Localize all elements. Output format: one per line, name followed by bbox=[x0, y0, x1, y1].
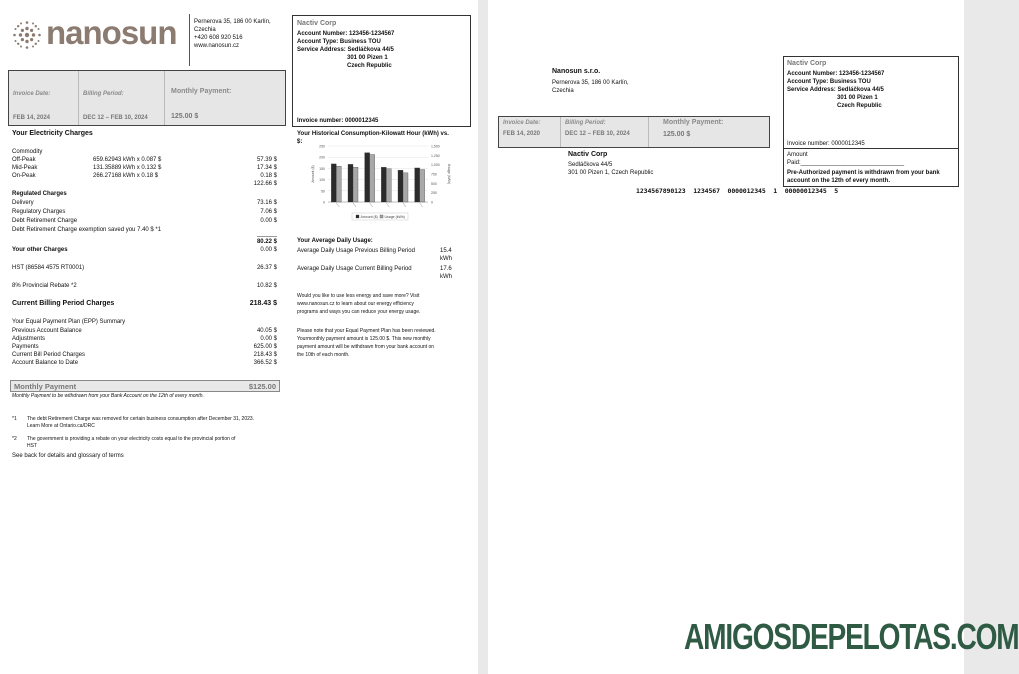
daily-usage-title: Your Average Daily Usage: bbox=[297, 238, 373, 244]
bar bbox=[415, 168, 420, 202]
y2-tick-label: 1,500 bbox=[431, 144, 440, 149]
see-back-note: See back for details and glossary of terms bbox=[12, 453, 124, 459]
y2-tick-label: 1,250 bbox=[431, 153, 440, 158]
y2-tick-label: 750 bbox=[431, 172, 437, 177]
consumption-title: Your Historical Consumption-Kilowatt Hour (kWh) vs. $: bbox=[297, 131, 449, 145]
y-tick-label: 100 bbox=[319, 178, 325, 183]
amount-label: Amount bbox=[787, 152, 808, 158]
billing-period: DEC 12 – FEB 10, 2024 bbox=[83, 115, 148, 121]
y2-tick-label: 1,000 bbox=[431, 163, 440, 168]
bar bbox=[348, 164, 353, 202]
y2-tick-label: 250 bbox=[431, 191, 437, 196]
invoice-front-page: nanosun Pernerova 35, 186 00 Karlín, Czechia +420 608 920 516 www.nanosun.cz Nactiv Corp Account Number: 123456-1234567 Account Type: Business TOU Service Address: Sedláčkova 44/5 301 00 Pizen 1 Czech Republic Invoice number: 0000012345 Invoice Date: FEB 14, 2024 Billing Period: DEC 12 – FEB 10, 2024 Monthly Payment: 125.00 $ Your Electricity Charges Commodity Off-Peak 659.62943 kWh x 0.087 $ 57.39 $ Mid-Peak 131.35889 kWh x 0.132 $ 17.34 $ On-Peak 266.27168 kWh x 0.18 $ 0.18 $ 122.66 $ Regulated Charges Delivery 73.16 $ Regulatory Charges 7.06 $ Debt Retirement Charge 0.00 $ Debt Retirement Charge exemption saved you 7.40 $ *1 80.22 $ Your other Charges 0.00 $ HST (86584 4575 RT0001) 26.37 $ 8% Provincial Rebate *2 10.82 $ Current Billing Period Charges 218.43 $ Your Equal Payment Plan (EPP) Summary Previous Account Balance 40.05 $ Adjustments 0.00 $ Payments 625.00 $ Current Bill Period Charges 218.43 $ Account Balance to Date 366.52 $ Monthly Payment $125.00 Monthly Payment to be withdrawn from your Bank Account on the 12th of every month. *1 The debt Retirement Charge was removed for certain business consumption after December 31, 2023. Learn More at Ontario.ca/DRC *2 The government is providing a rebate on your electricity costs equal to the provincial portion of HST See back for details and glossary of terms Your Historical Consumption-Kilowatt Hour (kWh) vs. $: 0 50 100 150 200 250 0 250 500 750 1,000 1,250 1,500 Amount ($) Usage (kWh) Amount ($) Usage (kWh) Your Average Daily Usage: Average Daily Usage Previous Billing Period 15.4 kWh Average Daily Usage Current Billing Period 17.6 kWh Would you like to use less energy and save more? Visit www.nanosun.cz to learn about our energy efficiency programs and ways you can reduce your energy usage. Please note that your Equal Payment Plan has been reviewed. Yourmonthly payment amount is 125.00 $. This new monthly payment amount will be withdrawn from your bank account on the 10th of each month. bbox=[0, 0, 478, 674]
barcode-line: 1234567890123 1234567 0000012345 1 00000012345 5 bbox=[636, 187, 839, 195]
y2-tick-label: 0 bbox=[431, 200, 433, 205]
commodity-label: Commodity bbox=[12, 149, 43, 155]
company-address: Pernerova 35, 186 00 Karlín, Czechia +420 608 920 516 www.nanosun.cz bbox=[194, 19, 271, 49]
regulated-label: Regulated Charges bbox=[12, 191, 67, 197]
amount-paid-field[interactable]: Paid:_______________________________ bbox=[787, 160, 905, 166]
y-tick-label: 250 bbox=[319, 144, 325, 149]
y2-tick-label: 500 bbox=[431, 181, 437, 186]
remit-address: Sedláčkova 44/5 301 00 Pizen 1, Czech Republic bbox=[568, 162, 654, 176]
sender-name: Nanosun s.r.o. bbox=[552, 68, 601, 75]
bar bbox=[336, 166, 341, 202]
invoice-number: Invoice number: 0000012345 bbox=[297, 118, 379, 124]
x-tick-mark bbox=[386, 203, 389, 207]
bar bbox=[331, 164, 336, 202]
legend-swatch bbox=[380, 215, 383, 218]
x-tick-mark bbox=[370, 203, 373, 207]
amount-paid-box bbox=[783, 149, 959, 187]
remit-address-name: Nactiv Corp bbox=[568, 151, 608, 158]
y-tick-label: 200 bbox=[319, 155, 325, 160]
sender-address: Pernerova 35, 186 00 Karlín, Czechia bbox=[552, 80, 629, 94]
customer-details: Account Number: 123456-1234567 Account Type: Business TOU Service Address: Sedláčkova 44/5 301 00 Pizen 1 Czech Republic bbox=[297, 31, 395, 69]
footnote: *1 bbox=[12, 416, 17, 422]
bar bbox=[386, 169, 391, 202]
consumption-chart bbox=[304, 140, 454, 228]
remit-summary-header: Invoice Date: FEB 14, 2020 Billing Period: DEC 12 – FEB 10, 2024 Monthly Payment: 125.00 $ bbox=[498, 116, 770, 148]
x-tick-mark bbox=[403, 203, 406, 207]
preauth-note: Pre-Authorized payment is withdrawn from your bank account on the 12th of every month. bbox=[787, 170, 940, 184]
legend-label: Amount ($) bbox=[360, 215, 378, 219]
customer-name: Nactiv Corp bbox=[297, 20, 337, 27]
monthly-payment-note: Monthly Payment to be withdrawn from your Bank Account on the 12th of every month. bbox=[12, 393, 204, 399]
x-tick-mark bbox=[420, 203, 423, 207]
bar bbox=[353, 167, 358, 202]
company-logo-text: nanosun bbox=[46, 14, 177, 51]
invoice-date: FEB 14, 2024 bbox=[13, 115, 51, 121]
bar bbox=[398, 170, 403, 202]
monthly-payment-bar-amount: $125.00 bbox=[248, 382, 276, 391]
monthly-payment-bar-label: Monthly Payment bbox=[14, 382, 77, 391]
invoice-date-label: Invoice Date: bbox=[13, 91, 51, 97]
sun-logo-icon bbox=[10, 18, 44, 52]
daily-prev-value: 15.4 kWh bbox=[440, 248, 452, 262]
remit-customer-box: Nactiv Corp Account Number: 123456-1234567 Account Type: Business TOU Service Address: Sedláčkova 44/5 301 00 Pizen 1 Czech Republic Invoice number: 0000012345 bbox=[783, 56, 959, 149]
watermark-text: AMIGOSDEPELOTAS.COM bbox=[684, 616, 1019, 657]
exemption-note: Debt Retirement Charge exemption saved you 7.40 $ *1 bbox=[12, 227, 162, 233]
y2-axis-label: Usage (kWh) bbox=[447, 163, 451, 185]
epp-title: Your Equal Payment Plan (EPP) Summary bbox=[12, 319, 126, 325]
x-tick-mark bbox=[353, 203, 356, 207]
bar bbox=[420, 170, 425, 202]
x-tick-mark bbox=[336, 203, 339, 207]
remit-monthly-payment: 125.00 $ bbox=[663, 131, 691, 138]
promo-text: Would you like to use less energy and save more? Visit www.nanosun.cz to learn about our energy efficiency programs and ways you can reduce your energy usage. bbox=[297, 293, 421, 315]
footnote-text: The government is providing a rebate on your electricity costs equal to the provincial portion of HST bbox=[27, 436, 236, 449]
remit-customer-details: Account Number: 123456-1234567 Account Type: Business TOU Service Address: Sedláčkova 44/5 301 00 Pizen 1 Czech Republic bbox=[787, 71, 885, 109]
bar bbox=[365, 153, 370, 202]
legend-label: Usage (kWh) bbox=[384, 215, 405, 219]
billing-period-label: Billing Period: bbox=[83, 91, 124, 97]
bar bbox=[370, 155, 375, 202]
bar bbox=[403, 173, 408, 202]
bar bbox=[381, 167, 386, 202]
daily-curr-label: Average Daily Usage Current Billing Period bbox=[297, 266, 412, 272]
header-divider bbox=[189, 14, 190, 66]
remittance-page bbox=[488, 0, 1019, 674]
y-tick-label: 50 bbox=[321, 189, 325, 194]
monthly-payment-amount: 125.00 $ bbox=[171, 113, 199, 120]
footnote-text: The debt Retirement Charge was removed for certain business consumption after December 31, 2023. Learn More at Ontario.ca/DRC bbox=[27, 416, 255, 429]
y-tick-label: 150 bbox=[319, 166, 325, 171]
footnote: *2 bbox=[12, 436, 17, 442]
monthly-payment-bar bbox=[10, 380, 280, 392]
remit-billing-period: DEC 12 – FEB 10, 2024 bbox=[565, 131, 630, 137]
charges-title: Your Electricity Charges bbox=[12, 130, 93, 137]
y-tick-label: 0 bbox=[323, 200, 325, 205]
remit-invoice-date: FEB 14, 2020 bbox=[503, 131, 541, 137]
y-axis-label: Amount ($) bbox=[311, 165, 315, 183]
summary-header bbox=[8, 70, 286, 126]
remit-invoice-number: Invoice number: 0000012345 bbox=[787, 141, 865, 147]
legend-swatch bbox=[356, 215, 359, 218]
daily-curr-value: 17.6 kWh bbox=[440, 266, 452, 280]
customer-box bbox=[292, 15, 471, 127]
daily-prev-label: Average Daily Usage Previous Billing Period bbox=[297, 248, 415, 254]
epp-notice: Please note that your Equal Payment Plan has been reviewed. Yourmonthly payment amount is 125.00 $. This new monthly payment amount will be withdrawn from your bank account on the 10th of each month. bbox=[297, 328, 436, 358]
monthly-payment-label: Monthly Payment: bbox=[171, 88, 232, 95]
